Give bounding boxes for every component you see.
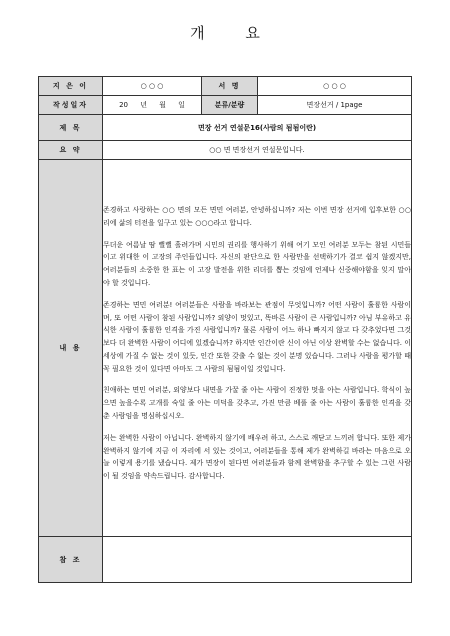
doc-title-value: ○ ○ ○	[258, 77, 412, 96]
content-paragraph-1: 존경하고 사랑하는 ○○ 면의 모든 면민 여러분, 안녕하십니까? 저는 이번 면장 선거에 입후보한 ○○ 리에 삶의 터전을 일구고 있는 ○○○라고 합니다.	[103, 205, 411, 227]
content-paragraph-5: 저는 완벽한 사람이 아닙니다. 완벽하지 않기에 배우려 하고, 스스로 깨닫고 느끼려 합니다. 또한 제가 완벽하지 않기에 지금 이 자리에 서 있는 것이고, 여러분들을 통해 제가 완벽하길 바라는 마음으로 오늘 이렇게 용기를 냈습니다. 제가 면장이 된다면 여러분들과 함께 완벽함을 추구할 수 있는 그런 사람이 될 것임을 약속드립니다. 감사합니다.	[103, 433, 411, 481]
subject-row	[39, 115, 412, 141]
content-row	[39, 160, 412, 537]
author-label: 지 은 이	[39, 77, 103, 96]
date-row	[39, 96, 412, 115]
content-paragraph-4: 친애하는 면민 여러분, 외양보다 내면을 가꿀 줄 아는 사람이 진정한 멋을 아는 사람입니다. 학식이 높으면 높을수록 고개를 숙일 줄 아는 미덕을 갖추고, 가진 만큼 베풀 줄 아는 사람이 훌륭한 인격을 갖춘 사람임을 명심하십시오.	[103, 386, 411, 421]
page-title: 개 요	[190, 24, 278, 42]
author-row	[39, 77, 412, 96]
content-paragraph-2: 무더운 여름날 땀 뻘뻘 흘려가며 시민의 권리를 행사하기 위해 여기 모인 여러분 모두는 참된 시민들이고 위대한 이 고장의 주인들입니다. 자신의 판단으로 한 사람만을 선택하기가 결코 쉽지 않겠지만, 여러분들의 소중한 한 표는 이 고장 발전을 위한 리더를 뽑는 것임에 언제나 신중해야함을 잊지 말아야 할 것입니다.	[103, 240, 411, 287]
date-value: 20 년 월 일	[103, 96, 202, 115]
doc-title-label: 서 명	[202, 77, 258, 96]
summary-row	[39, 141, 412, 160]
summary-label: 요 약	[39, 141, 103, 160]
content-label: 내 용	[39, 160, 103, 537]
reference-value	[103, 537, 412, 583]
subject-value: 면장 선거 연설문16(사람의 됨됨이란)	[103, 115, 412, 141]
subject-label: 제 목	[39, 115, 103, 141]
reference-label: 참 조	[39, 537, 103, 583]
author-value: ○ ○ ○	[103, 77, 202, 96]
category-label: 분류/분량	[202, 96, 258, 115]
content-paragraph-3: 존경하는 면민 여러분! 여러분들은 사람을 바라보는 관점이 무엇입니까? 어떤 사람이 훌륭한 사람이며, 또 어떤 사람이 참된 사람입니까? 외양이 멋있고, 똑바른 사람이 큰 사람입니까? 아님 부유하고 유식한 사람이 훌륭한 인격을 가진 사람입니까? 물론 사람이 어느 하나 빠지지 않고 다 갖추었다면 그것보다 더 완벽한 사람이 어디에 있겠습니까? 하지만 인간이란 신이 아닌 이상 완벽할 수는 없습니다. 이 세상에 가질 수 없는 것이 있듯, 인간 또한 갖출 수 없는 것이 분명 있습니다. 그러나 사람을 평가할 때 꼭 필요한 것이 있다면 아마도 그 사람의 됨됨이일 것입니다.	[103, 300, 411, 373]
summary-value: ○○ 면 면장선거 연설문입니다.	[103, 141, 412, 160]
summary-form-table	[38, 76, 412, 583]
date-label: 작성일자	[39, 96, 103, 115]
content-body	[103, 160, 412, 537]
reference-row	[39, 537, 412, 583]
category-value: 면장선거 / 1page	[258, 96, 412, 115]
